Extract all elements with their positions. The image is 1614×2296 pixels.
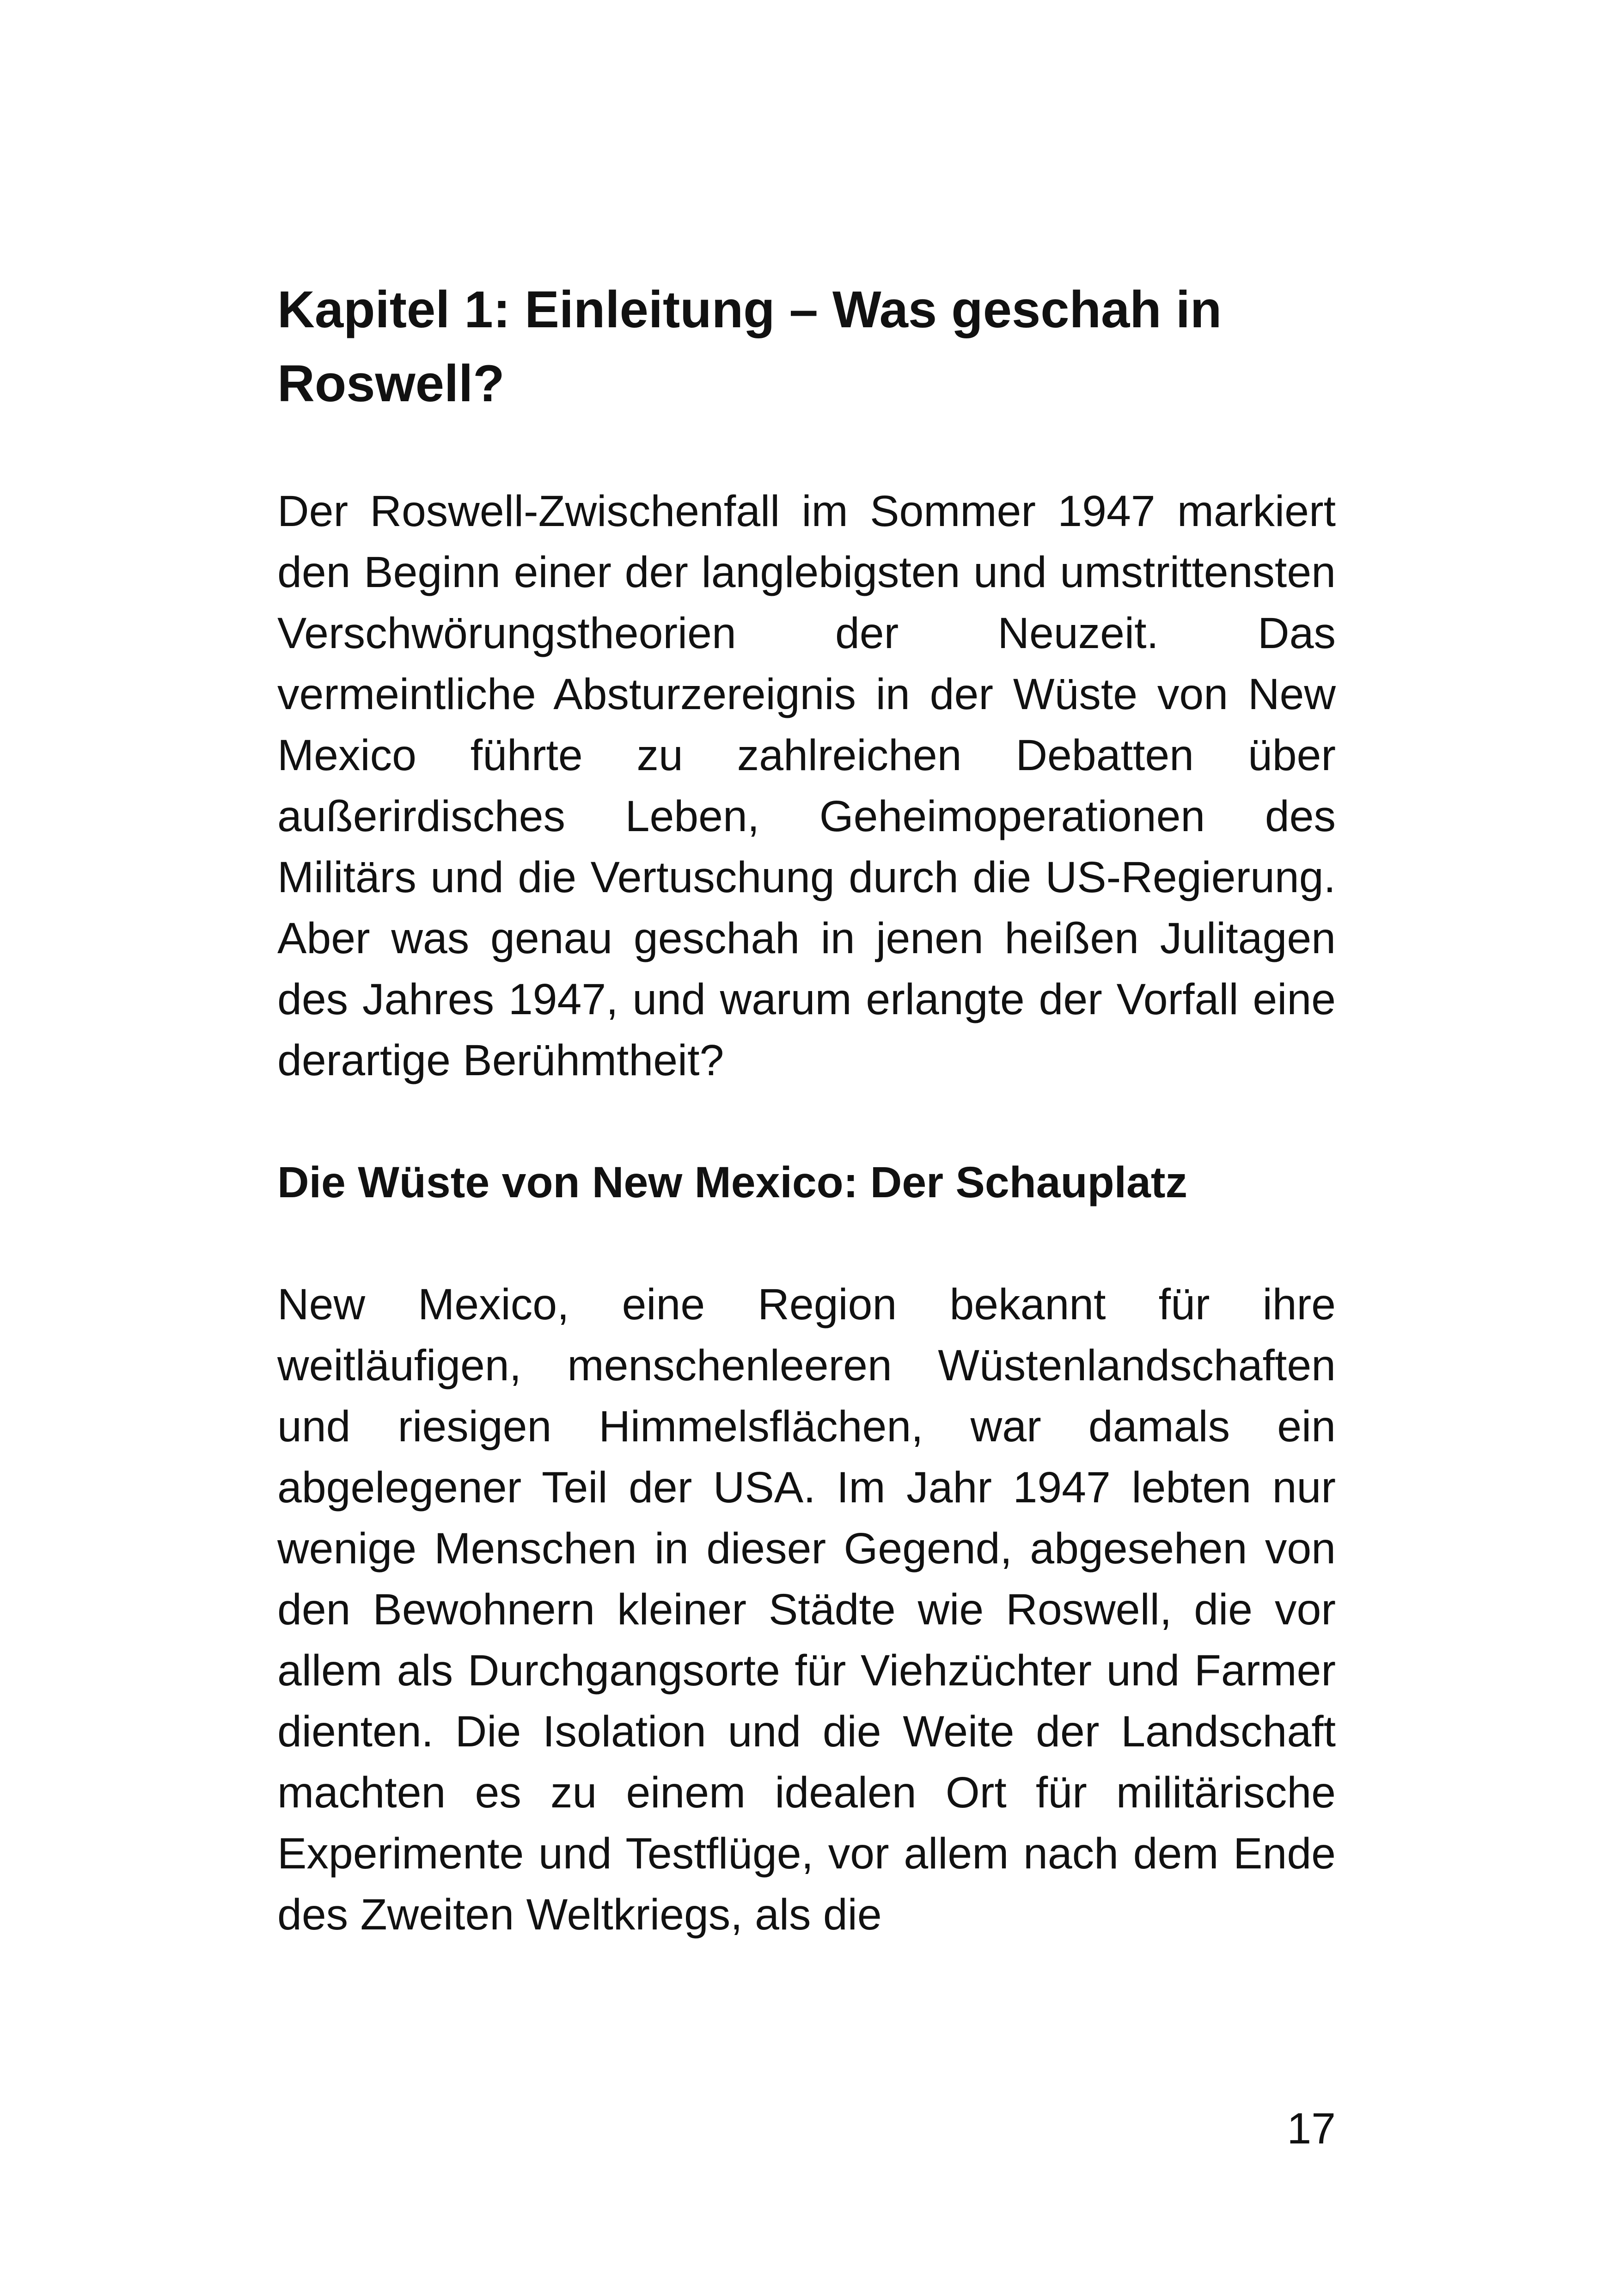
intro-paragraph: Der Roswell-Zwischenfall im Sommer 1947 markiert den Beginn einer der langlebigsten und umstrittensten Verschwörungstheorien der Neuzeit. Das vermeintliche Absturzereignis in der Wüste von New Mexico führte zu zahlreichen Debatten über außerirdisches Leben, Geheimoperationen des Militärs und die Vertuschung durch die US-Regierung. Aber was genau geschah in jenen heißen Julitagen des Jahres 1947, und warum erlangte der Vorfall eine derartige Berühmtheit? <box>277 487 1336 1085</box>
chapter-title: Kapitel 1: Einleitung – Was geschah in Roswell? <box>277 281 1222 412</box>
page-number: 17 <box>1287 2104 1336 2153</box>
section-paragraph: New Mexico, eine Region bekannt für ihre weitläufigen, menschenleeren Wüstenlandschaften und riesigen Himmelsflächen, war damals ein abgelegener Teil der USA. Im Jahr 1947 lebten nur wenige Menschen in dieser Gegend, abgesehen von den Bewohnern kleiner Städte wie Roswell, die vor allem als Durchgangsorte für Viehzüchter und Farmer dienten. Die Isolation und die Weite der Landschaft machten es zu einem idealen Ort für militärische Experimente und Testflüge, vor allem nach dem Ende des Zweiten Weltkriegs, als die <box>277 1280 1336 1939</box>
section-heading: Die Wüste von New Mexico: Der Schauplatz <box>277 1158 1188 1207</box>
page-content <box>277 273 1336 1945</box>
